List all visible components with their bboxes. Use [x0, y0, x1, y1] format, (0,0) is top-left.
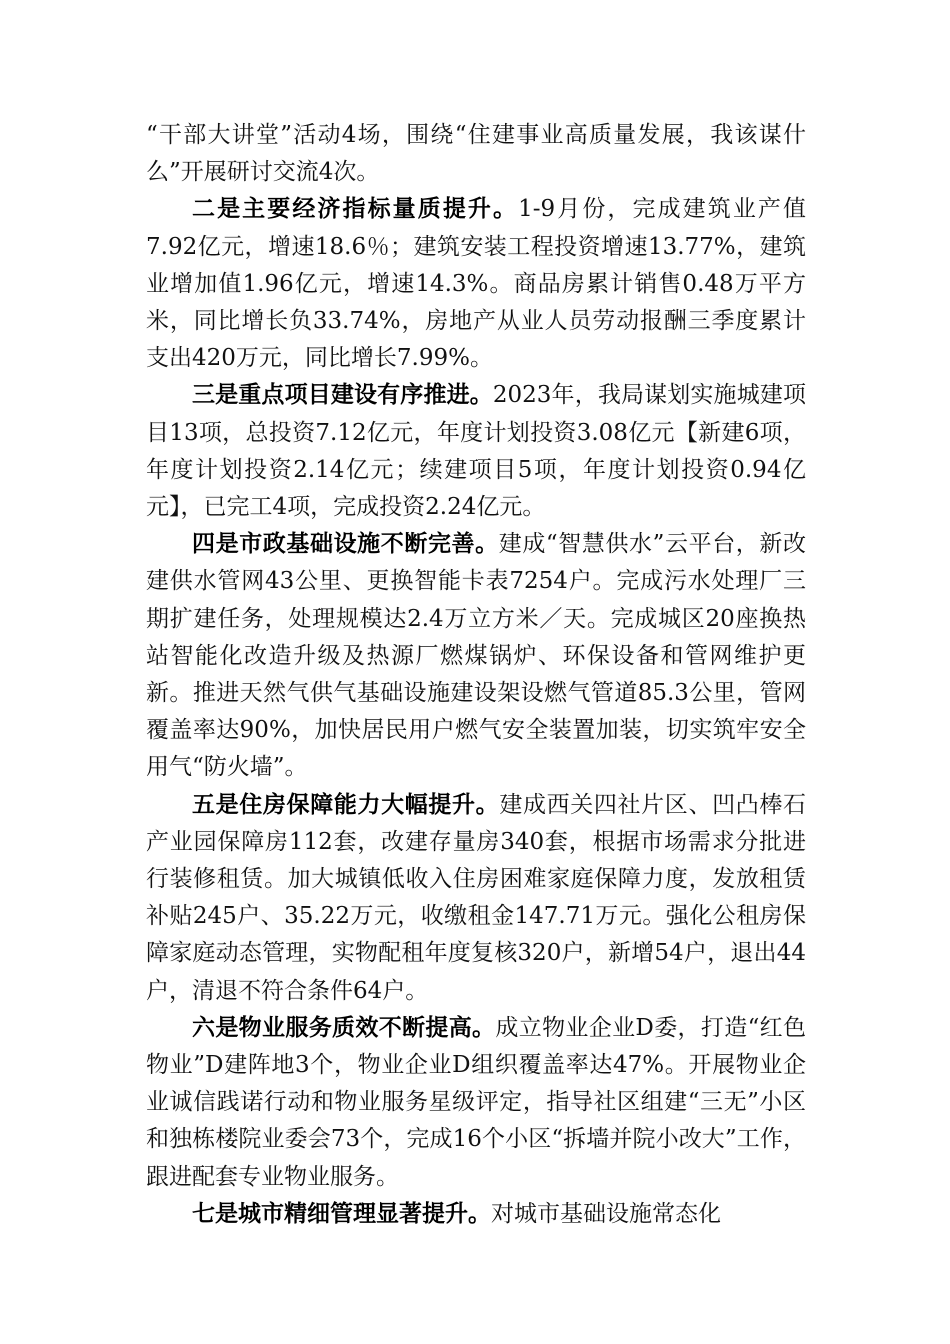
paragraph-municipal-infrastructure [146, 526, 806, 786]
paragraph-continuation [146, 117, 806, 191]
paragraph-property-services [146, 1010, 806, 1196]
paragraph-city-management [146, 1196, 806, 1233]
paragraph-lead: 四是市政基础设施不断完善。 [192, 531, 499, 558]
paragraph-body: 建成西关四社片区、凹凸棒石产业园保障房112套，改建存量房340套，根据市场需求分批进行装修租赁。加大城镇低收入住房困难家庭保障力度，发放租赁补贴245户、35.22万元，收缴租金147.71万元。强化公租房保障家庭动态管理，实物配租年度复核320户，新增54户，退出44户，清退不符合条件64户。 [146, 791, 807, 1004]
paragraph-lead: 二是主要经济指标量质提升。 [192, 196, 519, 223]
paragraph-economic-indicators [146, 191, 806, 377]
paragraph-body: 建成“智慧供水”云平台，新改建供水管网43公里、更换智能卡表7254户。完成污水处理厂三期扩建任务，处理规模达2.4万立方米／天。完成城区20座换热站智能化改造升级及热源厂燃煤锅炉、环保设备和管网维护更新。推进天然气供气基础设施建设架设燃气管道85.3公里，管网覆盖率达90%，加快居民用户燃气安全装置加装，切实筑牢安全用气“防火墙”。 [146, 531, 806, 781]
paragraph-body: 成立物业企业D委，打造“红色物业”D建阵地3个，物业企业D组织覆盖率达47%。开展物业企业诚信践诺行动和物业服务星级评定，指导社区组建“三无”小区和独栋楼院业委会73个，完成16个小区“拆墙并院小改大”工作，跟进配套专业物业服务。 [146, 1014, 807, 1190]
paragraph-lead: 三是重点项目建设有序推进。 [192, 382, 493, 409]
paragraph-lead: 七是城市精细管理显著提升。 [192, 1200, 491, 1227]
paragraph-body: “干部大讲堂”活动4场，围绕“住建事业高质量发展，我该谋什么”开展研讨交流4次。 [146, 122, 806, 186]
paragraph-body: 对城市基础设施常态化 [491, 1200, 721, 1227]
paragraph-lead: 五是住房保障能力大幅提升。 [192, 791, 500, 818]
paragraph-housing-security [146, 787, 806, 1010]
document-page [146, 117, 806, 1233]
paragraph-key-projects [146, 377, 806, 526]
paragraph-body: 1-9月份，完成建筑业产值7.92亿元，增速18.6％；建筑安装工程投资增速13.77%，建筑业增加值1.96亿元，增速14.3%。商品房累计销售0.48万平方米，同比增长负33.74%，房地产从业人员劳动报酬三季度累计支出420万元，同比增长7.99%。 [146, 196, 806, 372]
paragraph-body: 2023年，我局谋划实施城建项目13项，总投资7.12亿元，年度计划投资3.08亿元【新建6项，年度计划投资2.14亿元；续建项目5项，年度计划投资0.94亿元】，已完工4项，完成投资2.24亿元。 [146, 382, 806, 521]
paragraph-lead: 六是物业服务质效不断提高。 [192, 1014, 496, 1041]
